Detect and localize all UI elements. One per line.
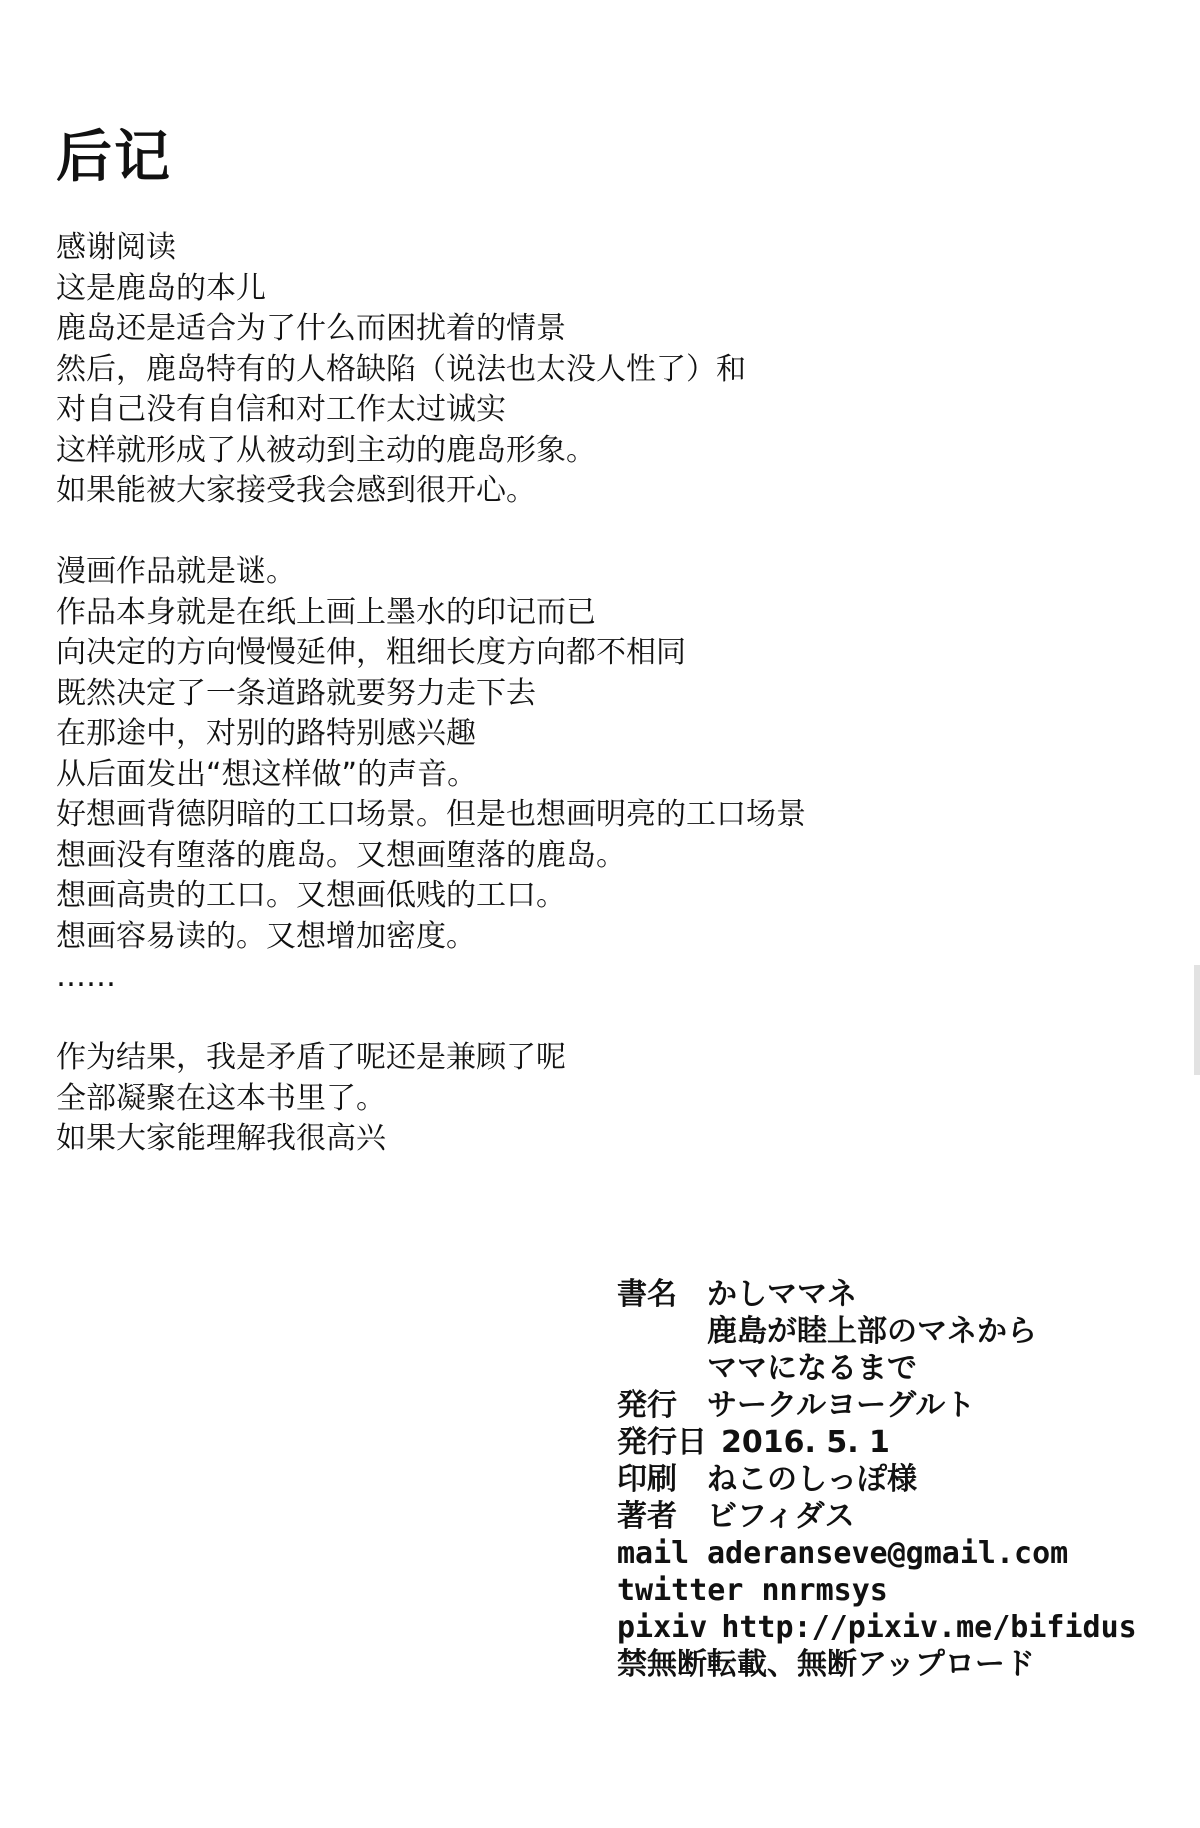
pixiv-value: http://pixiv.me/bifidus	[721, 1610, 1137, 1645]
book-title-line: 鹿島が睦上部のマネから	[707, 1314, 1037, 1349]
colophon-row-book-cont	[617, 1350, 1137, 1387]
colophon-row-pixiv	[617, 1609, 1137, 1646]
paragraph	[56, 1038, 1056, 1160]
page-title: 后记	[56, 125, 172, 190]
colophon-row-notice	[617, 1646, 1137, 1683]
copyright-notice: 禁無断転載、無断アップロード	[617, 1647, 1035, 1682]
colophon-row-book	[617, 1276, 1137, 1313]
colophon-row-book-cont	[617, 1313, 1137, 1350]
mail-value: aderanseve@gmail.com	[707, 1536, 1069, 1571]
afterword-body	[56, 228, 1056, 1160]
text-line: 想画容易读的。又想增加密度。	[56, 918, 476, 954]
text-line: 全部凝聚在这本书里了。	[56, 1080, 386, 1116]
colophon-row-author	[617, 1498, 1137, 1535]
text-line: 这样就形成了从被动到主动的鹿岛形象。	[56, 432, 596, 468]
date-value: 2016. 5. 1	[721, 1425, 890, 1460]
colophon	[617, 1276, 1137, 1683]
book-label: 書名	[617, 1277, 677, 1312]
book-title-line: ママになるまで	[707, 1351, 917, 1386]
book-title-line: かしママネ	[707, 1277, 857, 1312]
text-line: 然后，鹿岛特有的人格缺陷（说法也太没人性了）和	[56, 351, 746, 387]
text-line: 如果大家能理解我很高兴	[56, 1121, 386, 1156]
printer-label: 印刷	[617, 1462, 677, 1497]
text-line: 在那途中，对别的路特别感兴趣	[56, 716, 476, 751]
paragraph	[56, 552, 1056, 998]
text-line: 想画没有堕落的鹿岛。又想画堕落的鹿岛。	[56, 837, 626, 873]
text-line: 作为结果，我是矛盾了呢还是兼顾了呢	[56, 1040, 566, 1075]
text-line: 鹿岛还是适合为了什么而困扰着的情景	[56, 311, 566, 346]
text-line: 向决定的方向慢慢延伸，粗细长度方向都不相同	[56, 635, 686, 670]
colophon-row-twitter	[617, 1572, 1137, 1609]
text-line: 从后面发出“想这样做”的声音。	[56, 756, 478, 792]
author-value: ビフィダス	[707, 1499, 855, 1534]
text-line: 作品本身就是在纸上画上墨水的印记而已	[56, 594, 596, 630]
colophon-row-publisher	[617, 1387, 1137, 1424]
text-line: 如果能被大家接受我会感到很开心。	[56, 473, 536, 508]
twitter-label: twitter	[617, 1573, 744, 1608]
page-edge-shadow	[1194, 965, 1200, 1075]
text-line: 感谢阅读	[56, 230, 176, 265]
text-line: 这是鹿岛的本儿	[56, 270, 266, 306]
pixiv-label: pixiv	[617, 1610, 708, 1645]
text-line: 既然决定了一条道路就要努力走下去	[56, 675, 536, 711]
colophon-row-date	[617, 1424, 1137, 1461]
mail-label: mail	[617, 1536, 690, 1571]
author-label: 著者	[617, 1499, 677, 1534]
text-line: 对自己没有自信和对工作太过诚实	[56, 392, 506, 427]
text-line: 漫画作品就是谜。	[56, 554, 296, 589]
paragraph	[56, 228, 1056, 512]
colophon-row-mail	[617, 1535, 1137, 1572]
text-line: ……	[56, 959, 116, 994]
colophon-row-printer	[617, 1461, 1137, 1498]
printer-value: ねこのしっぽ様	[707, 1462, 917, 1497]
text-line: 想画高贵的工口。又想画低贱的工口。	[56, 878, 566, 913]
date-label: 発行日	[617, 1425, 707, 1460]
publisher-label: 発行	[617, 1388, 677, 1423]
publisher-value: サークルヨーグルト	[707, 1388, 976, 1423]
text-line: 好想画背德阴暗的工口场景。但是也想画明亮的工口场景	[56, 797, 806, 832]
twitter-value: nnrmsys	[761, 1573, 888, 1608]
